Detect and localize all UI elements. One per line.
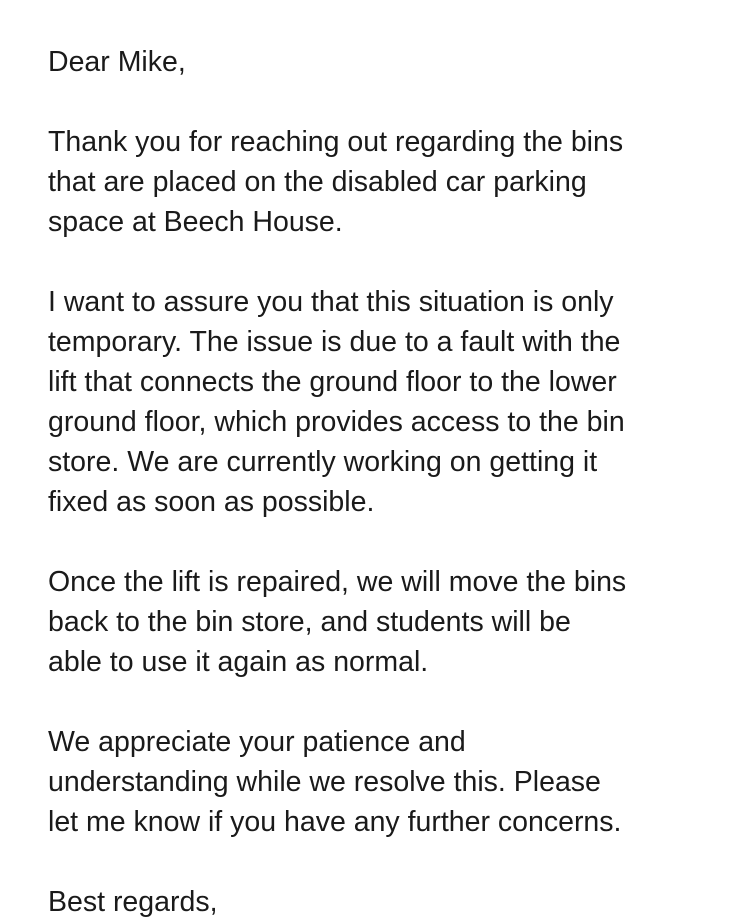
email-salutation: Dear Mike, [48, 46, 186, 78]
paragraph-line: space at Beech House. [48, 206, 343, 238]
email-paragraph [48, 282, 728, 522]
paragraph-line: Thank you for reaching out regarding the bins [48, 126, 624, 158]
paragraph-spacer [48, 842, 728, 882]
paragraph-spacer [48, 242, 728, 282]
paragraph-line: ground floor, which provides access to the bin [48, 406, 625, 438]
email-closing: Best regards, [48, 886, 218, 918]
email-body [48, 42, 728, 922]
paragraph-spacer [48, 82, 728, 122]
email-paragraph [48, 562, 728, 682]
paragraph-line: fixed as soon as possible. [48, 486, 375, 518]
paragraph-line: understanding while we resolve this. Please [48, 766, 601, 798]
paragraph-line: able to use it again as normal. [48, 646, 429, 678]
email-paragraph [48, 722, 728, 842]
paragraph-line: I want to assure you that this situation is only [48, 286, 614, 318]
paragraph-spacer [48, 682, 728, 722]
paragraph-line: We appreciate your patience and [48, 726, 466, 758]
paragraph-line: back to the bin store, and students will be [48, 606, 571, 638]
paragraph-line: lift that connects the ground floor to the lower [48, 366, 617, 398]
paragraph-line: that are placed on the disabled car parking [48, 166, 587, 198]
paragraph-line: temporary. The issue is due to a fault with the [48, 326, 621, 358]
email-paragraph [48, 122, 728, 242]
paragraph-spacer [48, 522, 728, 562]
paragraph-line: let me know if you have any further concerns. [48, 806, 622, 838]
paragraph-line: Once the lift is repaired, we will move the bins [48, 566, 627, 598]
paragraph-line: store. We are currently working on getting it [48, 446, 598, 478]
